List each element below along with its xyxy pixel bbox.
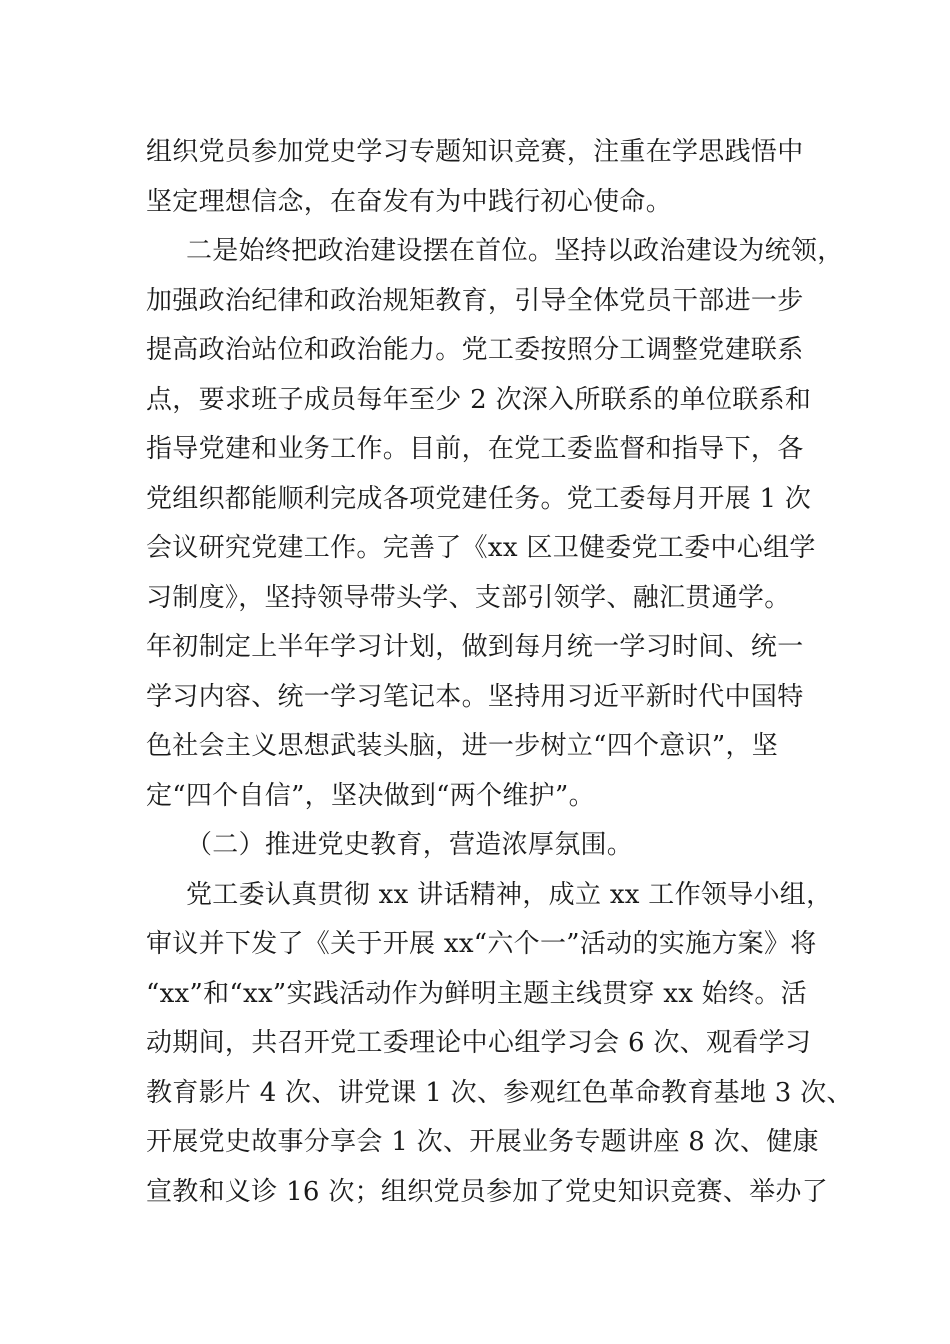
- text-line: 开展党史故事分享会 1 次、开展业务专题讲座 8 次、健康: [146, 1127, 819, 1157]
- text-line: 学习内容、统一学习笔记本。坚持用习近平新时代中国特: [146, 681, 804, 712]
- text-line: 教育影片 4 次、讲党课 1 次、参观红色革命教育基地 3 次、: [146, 1077, 853, 1108]
- text-line: 组织党员参加党史学习专题知识竞赛，注重在学思践悟中: [146, 137, 804, 167]
- text-line: 色社会主义思想武装头脑，进一步树立“四个意识”，坚: [146, 731, 779, 761]
- text-line: 加强政治纪律和政治规矩教育，引导全体党员干部进一步: [146, 285, 804, 316]
- text-line: 点，要求班子成员每年至少 2 次深入所联系的单位联系和: [146, 384, 812, 415]
- text-line: 习制度》，坚持领导带头学、支部引领学、融汇贯通学。: [146, 582, 791, 613]
- paragraph-start-line: 二是始终把政治建设摆在首位。坚持以政治建设为统领，: [186, 236, 844, 266]
- text-line: “xx”和“xx”实践活动作为鲜明主题主线贯穿 xx 始终。活: [146, 978, 807, 1009]
- text-line: 定“四个自信”，坚决做到“两个维护”。: [146, 780, 595, 811]
- text-line: 审议并下发了《关于开展 xx“六个一”活动的实施方案》将: [146, 929, 817, 959]
- paragraph-start-line: 党工委认真贯彻 xx 讲话精神，成立 xx 工作领导小组，: [186, 879, 833, 910]
- section-heading: （二）推进党史教育，营造浓厚氛围。: [186, 830, 634, 860]
- text-line: 会议研究党建工作。完善了《xx 区卫健委党工委中心组学: [146, 533, 816, 563]
- text-line: 宣教和义诊 16 次；组织党员参加了党史知识竞赛、举办了: [146, 1176, 829, 1207]
- text-line: 提高政治站位和政治能力。党工委按照分工调整党建联系: [146, 335, 804, 365]
- text-line: 年初制定上半年学习计划，做到每月统一学习时间、统一: [146, 632, 804, 662]
- text-line: 坚定理想信念，在奋发有为中践行初心使命。: [146, 186, 673, 217]
- body-text: [146, 128, 853, 1217]
- text-line: 指导党建和业务工作。目前，在党工委监督和指导下，各: [146, 434, 804, 464]
- text-line: 党组织都能顺利完成各项党建任务。党工委每月开展 1 次: [146, 483, 812, 514]
- text-line: 动期间，共召开党工委理论中心组学习会 6 次、观看学习: [146, 1028, 812, 1058]
